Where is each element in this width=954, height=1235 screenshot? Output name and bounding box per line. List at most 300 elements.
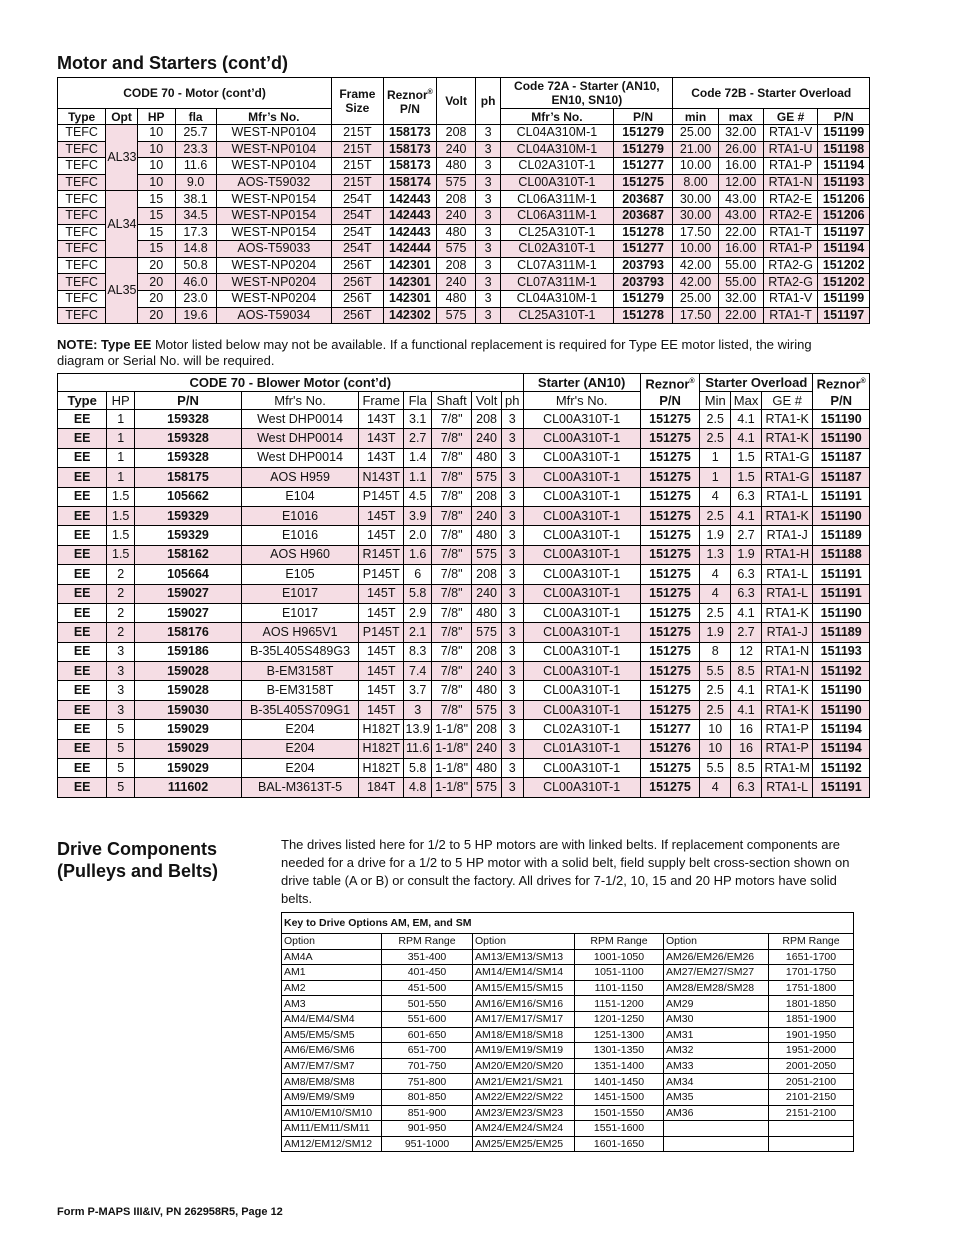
table-cell: 4.1 — [731, 700, 762, 719]
table-cell: 2.5 — [700, 429, 731, 448]
table-cell: 6.3 — [731, 487, 762, 506]
table-row — [58, 158, 870, 175]
table-cell: EE — [58, 410, 107, 429]
header-reznor-overload-pn: Reznor® P/N — [813, 374, 870, 410]
table-cell: 151190 — [813, 700, 870, 719]
table-cell: 801-850 — [382, 1089, 473, 1105]
table-cell: 105662 — [135, 487, 242, 506]
table-cell: 208 — [472, 410, 502, 429]
table-cell: 4.1 — [731, 429, 762, 448]
table-cell: 151275 — [613, 174, 673, 191]
table-cell: 2 — [107, 623, 135, 642]
table-cell: 151275 — [640, 681, 700, 700]
table-cell: 480 — [472, 526, 502, 545]
table-cell: 16.00 — [718, 158, 763, 175]
table-row — [58, 720, 870, 739]
table-cell: RTA1-L — [761, 565, 812, 584]
motor-starters-table — [57, 77, 870, 324]
table-cell: 145T — [359, 700, 404, 719]
table-cell: 5.5 — [700, 759, 731, 778]
table-cell: 215T — [332, 125, 383, 142]
table-row — [58, 274, 870, 291]
table-cell: 159029 — [135, 759, 242, 778]
header-ge: GE # — [763, 109, 818, 125]
table-cell: AM21/EM21/SM21 — [473, 1074, 575, 1090]
header-code72b: Code 72B - Starter Overload — [673, 78, 870, 109]
table-row — [58, 257, 870, 274]
table-cell: 2.7 — [731, 623, 762, 642]
table-cell: 3 — [476, 241, 501, 258]
table-cell: AM11/EM11/SM11 — [282, 1121, 382, 1137]
table-cell: 3 — [107, 642, 135, 661]
table-cell: RTA1-T — [763, 307, 818, 324]
table-cell: 901-950 — [382, 1121, 473, 1137]
table-cell: 15 — [137, 241, 175, 258]
table-cell: 151189 — [813, 526, 870, 545]
table-cell: 240 — [437, 274, 476, 291]
table-cell: TEFC — [58, 141, 106, 158]
table-cell: 1 — [107, 448, 135, 467]
table-cell: 1.5 — [107, 526, 135, 545]
table-cell: 158176 — [135, 623, 242, 642]
table-cell: 10.00 — [673, 241, 718, 258]
table-cell: 25.00 — [673, 125, 718, 142]
table-cell: EE — [58, 778, 107, 797]
table-cell: 159328 — [135, 448, 242, 467]
table-cell: RTA1-H — [761, 545, 812, 564]
table-cell: 7/8" — [432, 506, 472, 525]
table-cell: 143T — [359, 410, 404, 429]
table-cell: 208 — [472, 487, 502, 506]
table-row — [282, 1058, 854, 1074]
table-cell: 575 — [472, 545, 502, 564]
table-cell: 26.00 — [718, 141, 763, 158]
table-cell: BAL-M3613T-5 — [241, 778, 358, 797]
table-cell: 25.00 — [673, 290, 718, 307]
table-cell: 159029 — [135, 720, 242, 739]
table-cell: 401-450 — [382, 965, 473, 981]
table-cell: 7/8" — [432, 642, 472, 661]
table-cell: 151277 — [640, 720, 700, 739]
table-cell: 142443 — [383, 207, 437, 224]
table-row — [282, 1074, 854, 1090]
blower-motor-table — [57, 373, 870, 798]
table-cell: West DHP0014 — [241, 429, 358, 448]
table-cell: 3 — [107, 681, 135, 700]
table-cell: AM12/EM12/SM12 — [282, 1136, 382, 1152]
table-cell: 3 — [476, 307, 501, 324]
table-cell: 151194 — [813, 720, 870, 739]
table-cell: 151275 — [640, 526, 700, 545]
table-cell: 151275 — [640, 429, 700, 448]
table-cell: 2051-2100 — [769, 1074, 854, 1090]
header-frame: Frame — [359, 392, 404, 410]
table-cell: 9.0 — [175, 174, 216, 191]
table-cell: 145T — [359, 506, 404, 525]
table-cell: 480 — [437, 290, 476, 307]
table-cell: 3 — [501, 584, 523, 603]
table-cell: 145T — [359, 526, 404, 545]
table-cell: 575 — [472, 700, 502, 719]
table-cell: 256T — [332, 274, 383, 291]
table-cell: 3.7 — [404, 681, 432, 700]
table-cell: RTA1-K — [761, 681, 812, 700]
table-cell: 11.6 — [404, 739, 432, 758]
table-cell: AM3 — [282, 996, 382, 1012]
table-cell: 7/8" — [432, 700, 472, 719]
table-cell: CL06A311M-1 — [501, 207, 613, 224]
table-cell: 15 — [137, 207, 175, 224]
table-cell: 1-1/8" — [432, 739, 472, 758]
table-cell: AM25/EM25/EM25 — [473, 1136, 575, 1152]
table-cell: TEFC — [58, 125, 106, 142]
table-cell: 1 — [107, 468, 135, 487]
table-cell: 151279 — [613, 141, 673, 158]
table-cell: 43.00 — [718, 207, 763, 224]
table-cell: 151192 — [813, 662, 870, 681]
table-cell: 151279 — [613, 290, 673, 307]
table-cell: EE — [58, 700, 107, 719]
table-row — [58, 700, 870, 719]
table-cell: 32.00 — [718, 290, 763, 307]
table-cell: AM36 — [664, 1105, 769, 1121]
table-cell: AM16/EM16/SM16 — [473, 996, 575, 1012]
table-row — [58, 642, 870, 661]
option-group: AL35 — [106, 257, 138, 323]
table-cell: 10 — [137, 174, 175, 191]
table-cell: 7/8" — [432, 448, 472, 467]
table-cell: 1651-1700 — [769, 949, 854, 965]
table-cell: 3 — [501, 487, 523, 506]
table-cell: 3.1 — [404, 410, 432, 429]
table-cell: 30.00 — [673, 191, 718, 208]
table-cell: 159329 — [135, 526, 242, 545]
table-cell: 1.5 — [107, 545, 135, 564]
table-cell: 1.1 — [404, 468, 432, 487]
table-cell: 575 — [437, 307, 476, 324]
table-cell: WEST-NP0154 — [216, 224, 332, 241]
table-cell: 203793 — [613, 257, 673, 274]
table-cell: 151275 — [640, 662, 700, 681]
table-cell: 1951-2000 — [769, 1043, 854, 1059]
table-cell: 601-650 — [382, 1027, 473, 1043]
table-cell: 7/8" — [432, 526, 472, 545]
table-cell: RTA2-G — [763, 257, 818, 274]
table-cell: 1551-1600 — [575, 1121, 664, 1137]
table-cell: 1251-1300 — [575, 1027, 664, 1043]
table-cell: AM19/EM19/SM19 — [473, 1043, 575, 1059]
table-cell: 575 — [437, 174, 476, 191]
table-cell: 151275 — [640, 700, 700, 719]
table-cell: 651-700 — [382, 1043, 473, 1059]
table-cell: 151276 — [640, 739, 700, 758]
table-cell: 20 — [137, 307, 175, 324]
table-cell: CL00A310T-1 — [523, 545, 640, 564]
table-cell: 151202 — [818, 274, 870, 291]
table-cell: 3 — [476, 125, 501, 142]
table-cell: AM1 — [282, 965, 382, 981]
table-cell: E1017 — [241, 584, 358, 603]
table-cell: 1-1/8" — [432, 759, 472, 778]
table-cell: 3 — [501, 623, 523, 642]
table-cell: 4.8 — [404, 778, 432, 797]
table-cell: RTA1-K — [761, 603, 812, 622]
table-cell: 23.3 — [175, 141, 216, 158]
header-mfr: Mfr's No. — [241, 392, 358, 410]
table-cell: AM17/EM17/SM17 — [473, 1011, 575, 1027]
table-cell: CL00A310T-1 — [523, 565, 640, 584]
table-cell: 256T — [332, 307, 383, 324]
table-cell: 1701-1750 — [769, 965, 854, 981]
section-title-motor-starters: Motor and Starters (cont’d) — [57, 53, 289, 73]
table-cell: 1.5 — [107, 487, 135, 506]
table-cell: 1451-1500 — [575, 1089, 664, 1105]
table-cell: 480 — [472, 448, 502, 467]
table-cell: 19.6 — [175, 307, 216, 324]
table-cell: AOS H960 — [241, 545, 358, 564]
table-cell: RTA1-N — [761, 662, 812, 681]
table-cell: AOS-T59034 — [216, 307, 332, 324]
table-cell: TEFC — [58, 207, 106, 224]
table-cell: 158174 — [383, 174, 437, 191]
table-cell: RTA1-T — [763, 224, 818, 241]
table-cell: EE — [58, 545, 107, 564]
table-cell: AOS-T59032 — [216, 174, 332, 191]
table-cell: 145T — [359, 642, 404, 661]
table-cell: 2.5 — [700, 603, 731, 622]
header-starter-mfr: Mfr's No. — [523, 392, 640, 410]
table-cell: WEST-NP0104 — [216, 125, 332, 142]
table-cell — [664, 1136, 769, 1152]
table-cell: West DHP0014 — [241, 448, 358, 467]
table-cell: H182T — [359, 759, 404, 778]
table-cell: RTA2-E — [763, 207, 818, 224]
table-cell: RTA1-P — [763, 241, 818, 258]
table-cell: AOS H965V1 — [241, 623, 358, 642]
table-cell: EE — [58, 506, 107, 525]
table-cell: AM27/EM27/SM27 — [664, 965, 769, 981]
table-cell: E1017 — [241, 603, 358, 622]
table-row — [282, 1105, 854, 1121]
table-cell: WEST-NP0154 — [216, 191, 332, 208]
header-hp: HP — [137, 109, 175, 125]
table-cell: 23.0 — [175, 290, 216, 307]
table-cell: 151189 — [813, 623, 870, 642]
table-row — [282, 1027, 854, 1043]
table-cell: 151275 — [640, 565, 700, 584]
table-cell: AM2 — [282, 980, 382, 996]
table-cell: 142301 — [383, 290, 437, 307]
table-cell: TEFC — [58, 174, 106, 191]
table-cell: 158173 — [383, 141, 437, 158]
table-cell: AM15/EM15/SM15 — [473, 980, 575, 996]
table-cell: RTA2-E — [763, 191, 818, 208]
table-cell: 480 — [472, 681, 502, 700]
table-cell: 159028 — [135, 681, 242, 700]
table-cell: 38.1 — [175, 191, 216, 208]
header-min: min — [673, 109, 718, 125]
header-type: Type — [58, 392, 107, 410]
table-cell: TEFC — [58, 307, 106, 324]
table-cell: AM28/EM28/SM28 — [664, 980, 769, 996]
table-cell: 12 — [731, 642, 762, 661]
table-cell: AM29 — [664, 996, 769, 1012]
table-cell: TEFC — [58, 191, 106, 208]
table-cell: 151194 — [813, 739, 870, 758]
table-cell: H182T — [359, 720, 404, 739]
table-cell: 254T — [332, 207, 383, 224]
table-cell: 20 — [137, 257, 175, 274]
table-cell: 7/8" — [432, 487, 472, 506]
table-cell: 8.5 — [731, 662, 762, 681]
table-cell: 8.5 — [731, 759, 762, 778]
drive-options-title: Key to Drive Options AM, EM, and SM — [282, 913, 854, 934]
table-cell: 1-1/8" — [432, 778, 472, 797]
table-cell: 151275 — [640, 778, 700, 797]
table-cell: 351-400 — [382, 949, 473, 965]
table-cell: 1 — [700, 448, 731, 467]
table-row — [58, 290, 870, 307]
table-cell: RTA1-V — [763, 125, 818, 142]
table-cell: 480 — [472, 603, 502, 622]
table-cell: 151206 — [818, 207, 870, 224]
table-cell: 203793 — [613, 274, 673, 291]
table-row — [58, 429, 870, 448]
table-cell: CL00A310T-1 — [523, 623, 640, 642]
table-cell: 142301 — [383, 257, 437, 274]
table-cell: 15 — [137, 224, 175, 241]
table-cell: 151275 — [640, 642, 700, 661]
table-cell: 240 — [472, 506, 502, 525]
table-cell: 3 — [501, 642, 523, 661]
table-cell: 42.00 — [673, 274, 718, 291]
table-row — [58, 141, 870, 158]
table-cell: 16.00 — [718, 241, 763, 258]
table-cell: E204 — [241, 759, 358, 778]
table-cell: 240 — [472, 584, 502, 603]
table-cell: 143T — [359, 429, 404, 448]
table-row — [58, 584, 870, 603]
table-cell: 151192 — [813, 759, 870, 778]
table-cell: RTA1-G — [761, 468, 812, 487]
table-cell: 151191 — [813, 584, 870, 603]
table-cell: CL00A310T-1 — [523, 662, 640, 681]
table-cell: 4 — [700, 778, 731, 797]
table-cell: 2.7 — [731, 526, 762, 545]
table-cell: 105664 — [135, 565, 242, 584]
table-cell: CL00A310T-1 — [523, 759, 640, 778]
table-cell: 203687 — [613, 207, 673, 224]
table-cell: 575 — [472, 468, 502, 487]
table-cell: N143T — [359, 468, 404, 487]
table-cell: RTA2-G — [763, 274, 818, 291]
table-cell: 4.5 — [404, 487, 432, 506]
table-cell: 3 — [476, 274, 501, 291]
table-cell: B-EM3158T — [241, 662, 358, 681]
table-cell: 159027 — [135, 603, 242, 622]
table-cell: 158173 — [383, 125, 437, 142]
table-cell: 34.5 — [175, 207, 216, 224]
table-cell: 3 — [476, 158, 501, 175]
table-cell: 5 — [107, 778, 135, 797]
table-cell: AM26/EM26/EM26 — [664, 949, 769, 965]
table-row — [58, 739, 870, 758]
table-cell: EE — [58, 565, 107, 584]
table-cell: 7/8" — [432, 623, 472, 642]
table-cell: 3 — [476, 191, 501, 208]
header-starter-an10: Starter (AN10) — [523, 374, 640, 392]
table-cell: 151193 — [813, 642, 870, 661]
table-cell: 208 — [437, 191, 476, 208]
header-row — [282, 934, 854, 950]
table-cell: 5 — [107, 739, 135, 758]
table-cell: EE — [58, 468, 107, 487]
table-cell: AOS-T59033 — [216, 241, 332, 258]
table-row — [58, 241, 870, 258]
table-cell: 4 — [700, 565, 731, 584]
table-cell: RTA1-P — [763, 158, 818, 175]
table-cell: 17.50 — [673, 224, 718, 241]
table-cell: 55.00 — [718, 257, 763, 274]
table-cell: RTA1-P — [761, 720, 812, 739]
table-cell: CL00A310T-1 — [523, 778, 640, 797]
table-cell: 1001-1050 — [575, 949, 664, 965]
table-cell: CL02A310T-1 — [501, 158, 613, 175]
table-cell: 1 — [107, 429, 135, 448]
table-cell: EE — [58, 603, 107, 622]
table-cell: 158162 — [135, 545, 242, 564]
table-cell: 6.3 — [731, 565, 762, 584]
table-cell: 10 — [137, 125, 175, 142]
drive-options-key-table — [281, 912, 854, 1152]
table-row — [58, 545, 870, 564]
table-cell: 145T — [359, 584, 404, 603]
table-row — [58, 487, 870, 506]
table-cell: 1.4 — [404, 448, 432, 467]
table-cell: 151278 — [613, 224, 673, 241]
table-cell: TEFC — [58, 241, 106, 258]
header-type: Type — [58, 109, 106, 125]
table-cell — [769, 1136, 854, 1152]
header-fla: fla — [175, 109, 216, 125]
header-min: Min — [700, 392, 731, 410]
table-cell: 701-750 — [382, 1058, 473, 1074]
table-cell: 151193 — [818, 174, 870, 191]
header-frame-size: Frame Size — [332, 78, 383, 125]
table-row — [58, 565, 870, 584]
table-cell: AM35 — [664, 1089, 769, 1105]
table-cell: RTA1-G — [761, 448, 812, 467]
table-cell: 3 — [501, 565, 523, 584]
table-cell: 151198 — [818, 141, 870, 158]
table-cell: CL02A310T-1 — [523, 720, 640, 739]
table-cell: 3 — [501, 681, 523, 700]
table-cell: 151277 — [613, 241, 673, 258]
table-cell: 142443 — [383, 224, 437, 241]
table-cell: 1201-1250 — [575, 1011, 664, 1027]
table-cell: 5 — [107, 759, 135, 778]
table-cell: 151202 — [818, 257, 870, 274]
table-cell: 208 — [472, 565, 502, 584]
table-cell: AM6/EM6/SM6 — [282, 1043, 382, 1059]
table-cell: RTA1-L — [761, 487, 812, 506]
table-cell: 551-600 — [382, 1011, 473, 1027]
table-cell: 111602 — [135, 778, 242, 797]
table-row — [282, 949, 854, 965]
table-cell: 2.1 — [404, 623, 432, 642]
table-cell: B-EM3158T — [241, 681, 358, 700]
table-cell: CL00A310T-1 — [523, 506, 640, 525]
